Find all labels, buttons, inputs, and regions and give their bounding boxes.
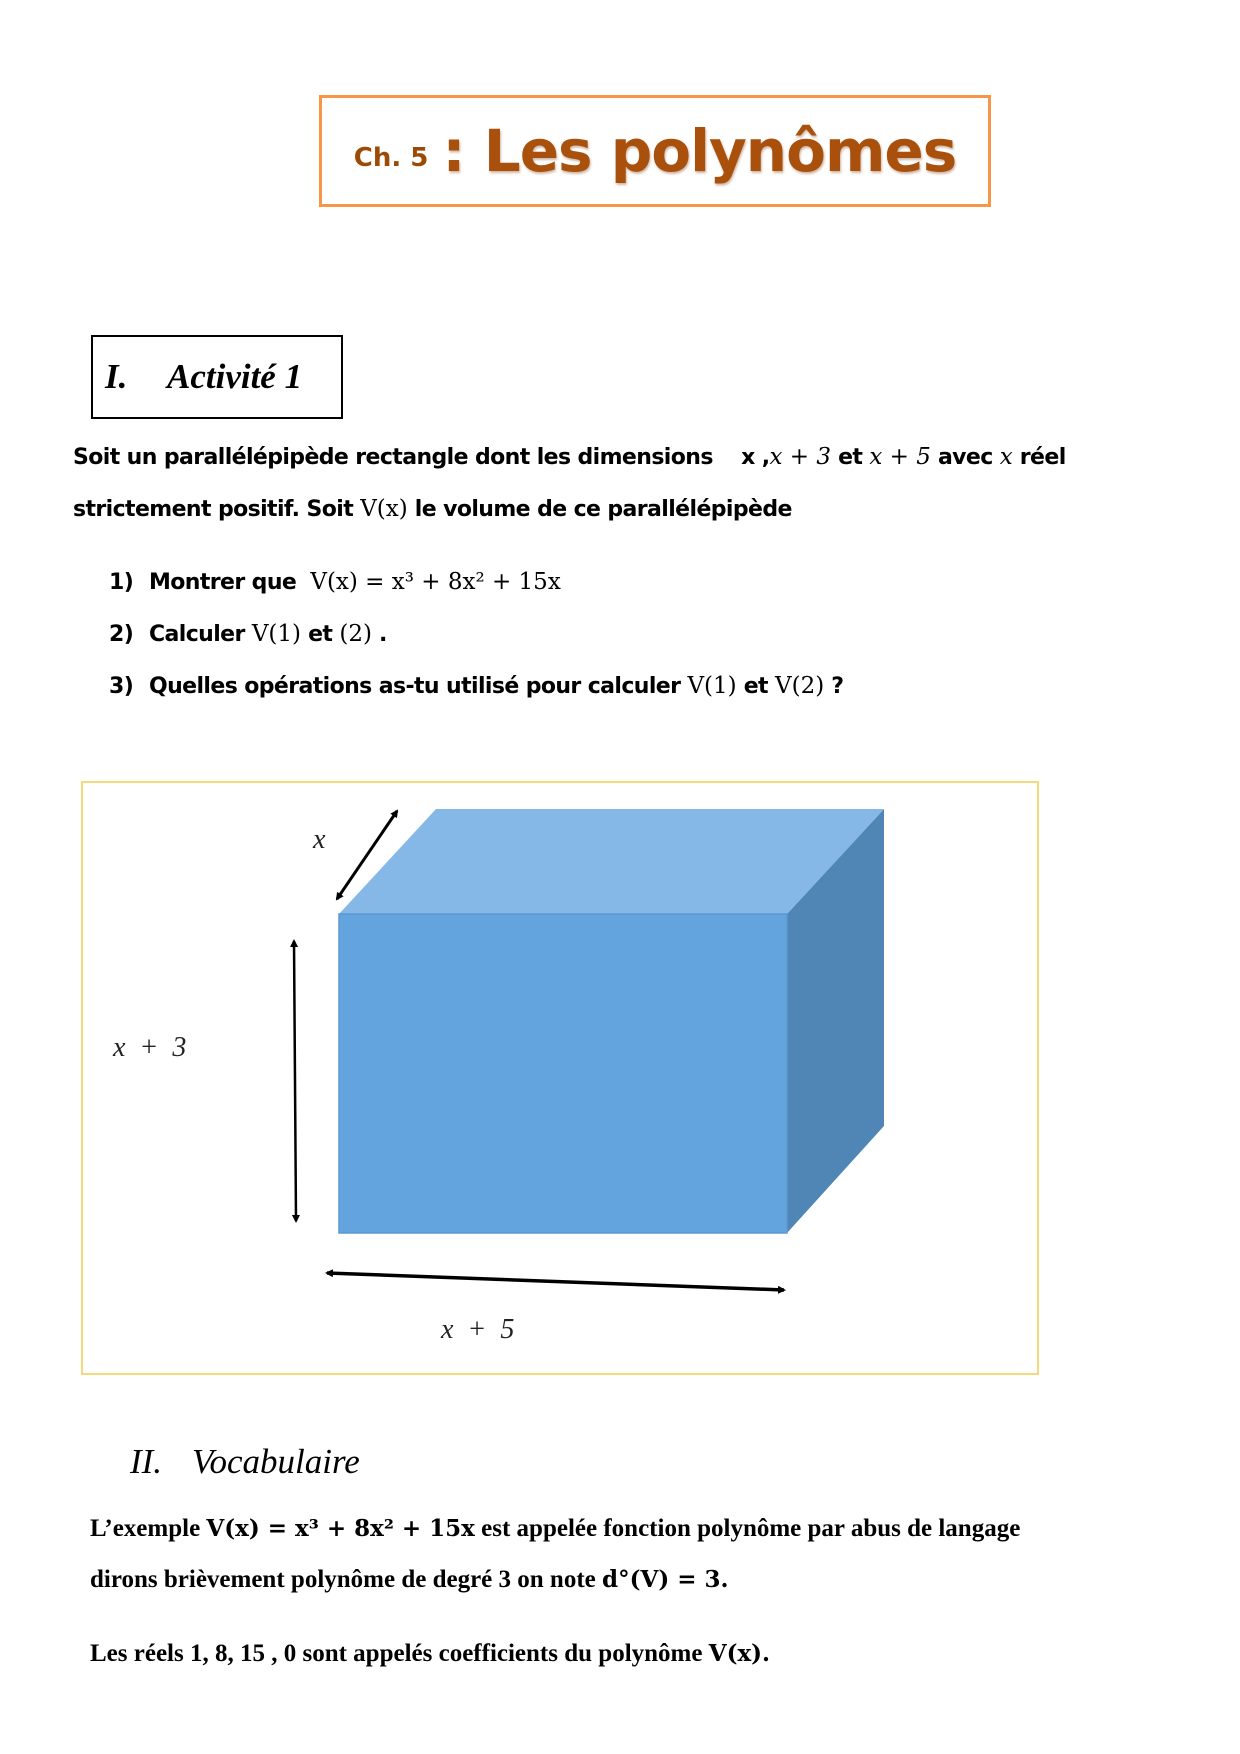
height-arrow: [294, 941, 296, 1221]
math-x-plus-5: x + 5: [869, 444, 931, 470]
vocab-line-2: dirons brièvement polynôme de degré 3 on note d°(V) = 3.: [90, 1566, 729, 1593]
label-width: x + 5: [441, 1314, 515, 1345]
section-1-title: Activité 1: [167, 357, 303, 396]
math-x-plus-3: x + 3: [769, 444, 831, 470]
question-1: 1) Montrer que V(x) = x³ + 8x² + 15x: [109, 569, 561, 595]
label-depth: x: [313, 824, 326, 855]
intro-line-1: Soit un parallélépipède rectangle dont les dimensions x ,x + 3 et x + 5 avec x réel: [73, 444, 1066, 470]
parallelepiped-figure: [81, 781, 1039, 1375]
math-v-expression: V(x) = x³ + 8x² + 15x: [310, 569, 561, 595]
chapter-number: Ch. 5: [353, 143, 429, 173]
section-1-heading-box: [91, 335, 343, 419]
section-1-heading: [105, 357, 302, 397]
section-1-number: I.: [105, 357, 128, 396]
section-2-heading: [130, 1442, 360, 1482]
intro-line-2: strictement positif. Soit V(x) le volume de ce parallélépipède: [73, 496, 792, 522]
math-v-of-x: V(x): [360, 496, 408, 522]
label-height: x + 3: [113, 1032, 187, 1063]
vocab-coefficients: Les réels 1, 8, 15 , 0 sont appelés coefficients du polynôme V(x).: [90, 1640, 771, 1667]
vocab-line-1: L’exemple V(x) = x³ + 8x² + 15x est appelée fonction polynôme par abus de langage: [90, 1515, 1021, 1542]
chapter-title-box: [319, 95, 991, 207]
box-front-face: [339, 914, 787, 1233]
question-2: 2) Calculer V(1) et (2) .: [109, 621, 387, 647]
question-3: 3) Quelles opérations as-tu utilisé pour calculer V(1) et V(2) ?: [109, 673, 844, 699]
section-2-title: Vocabulaire: [192, 1442, 360, 1481]
chapter-title: : Les polynômes: [442, 117, 957, 185]
width-arrow: [327, 1273, 784, 1290]
section-2-number: II.: [130, 1442, 163, 1481]
